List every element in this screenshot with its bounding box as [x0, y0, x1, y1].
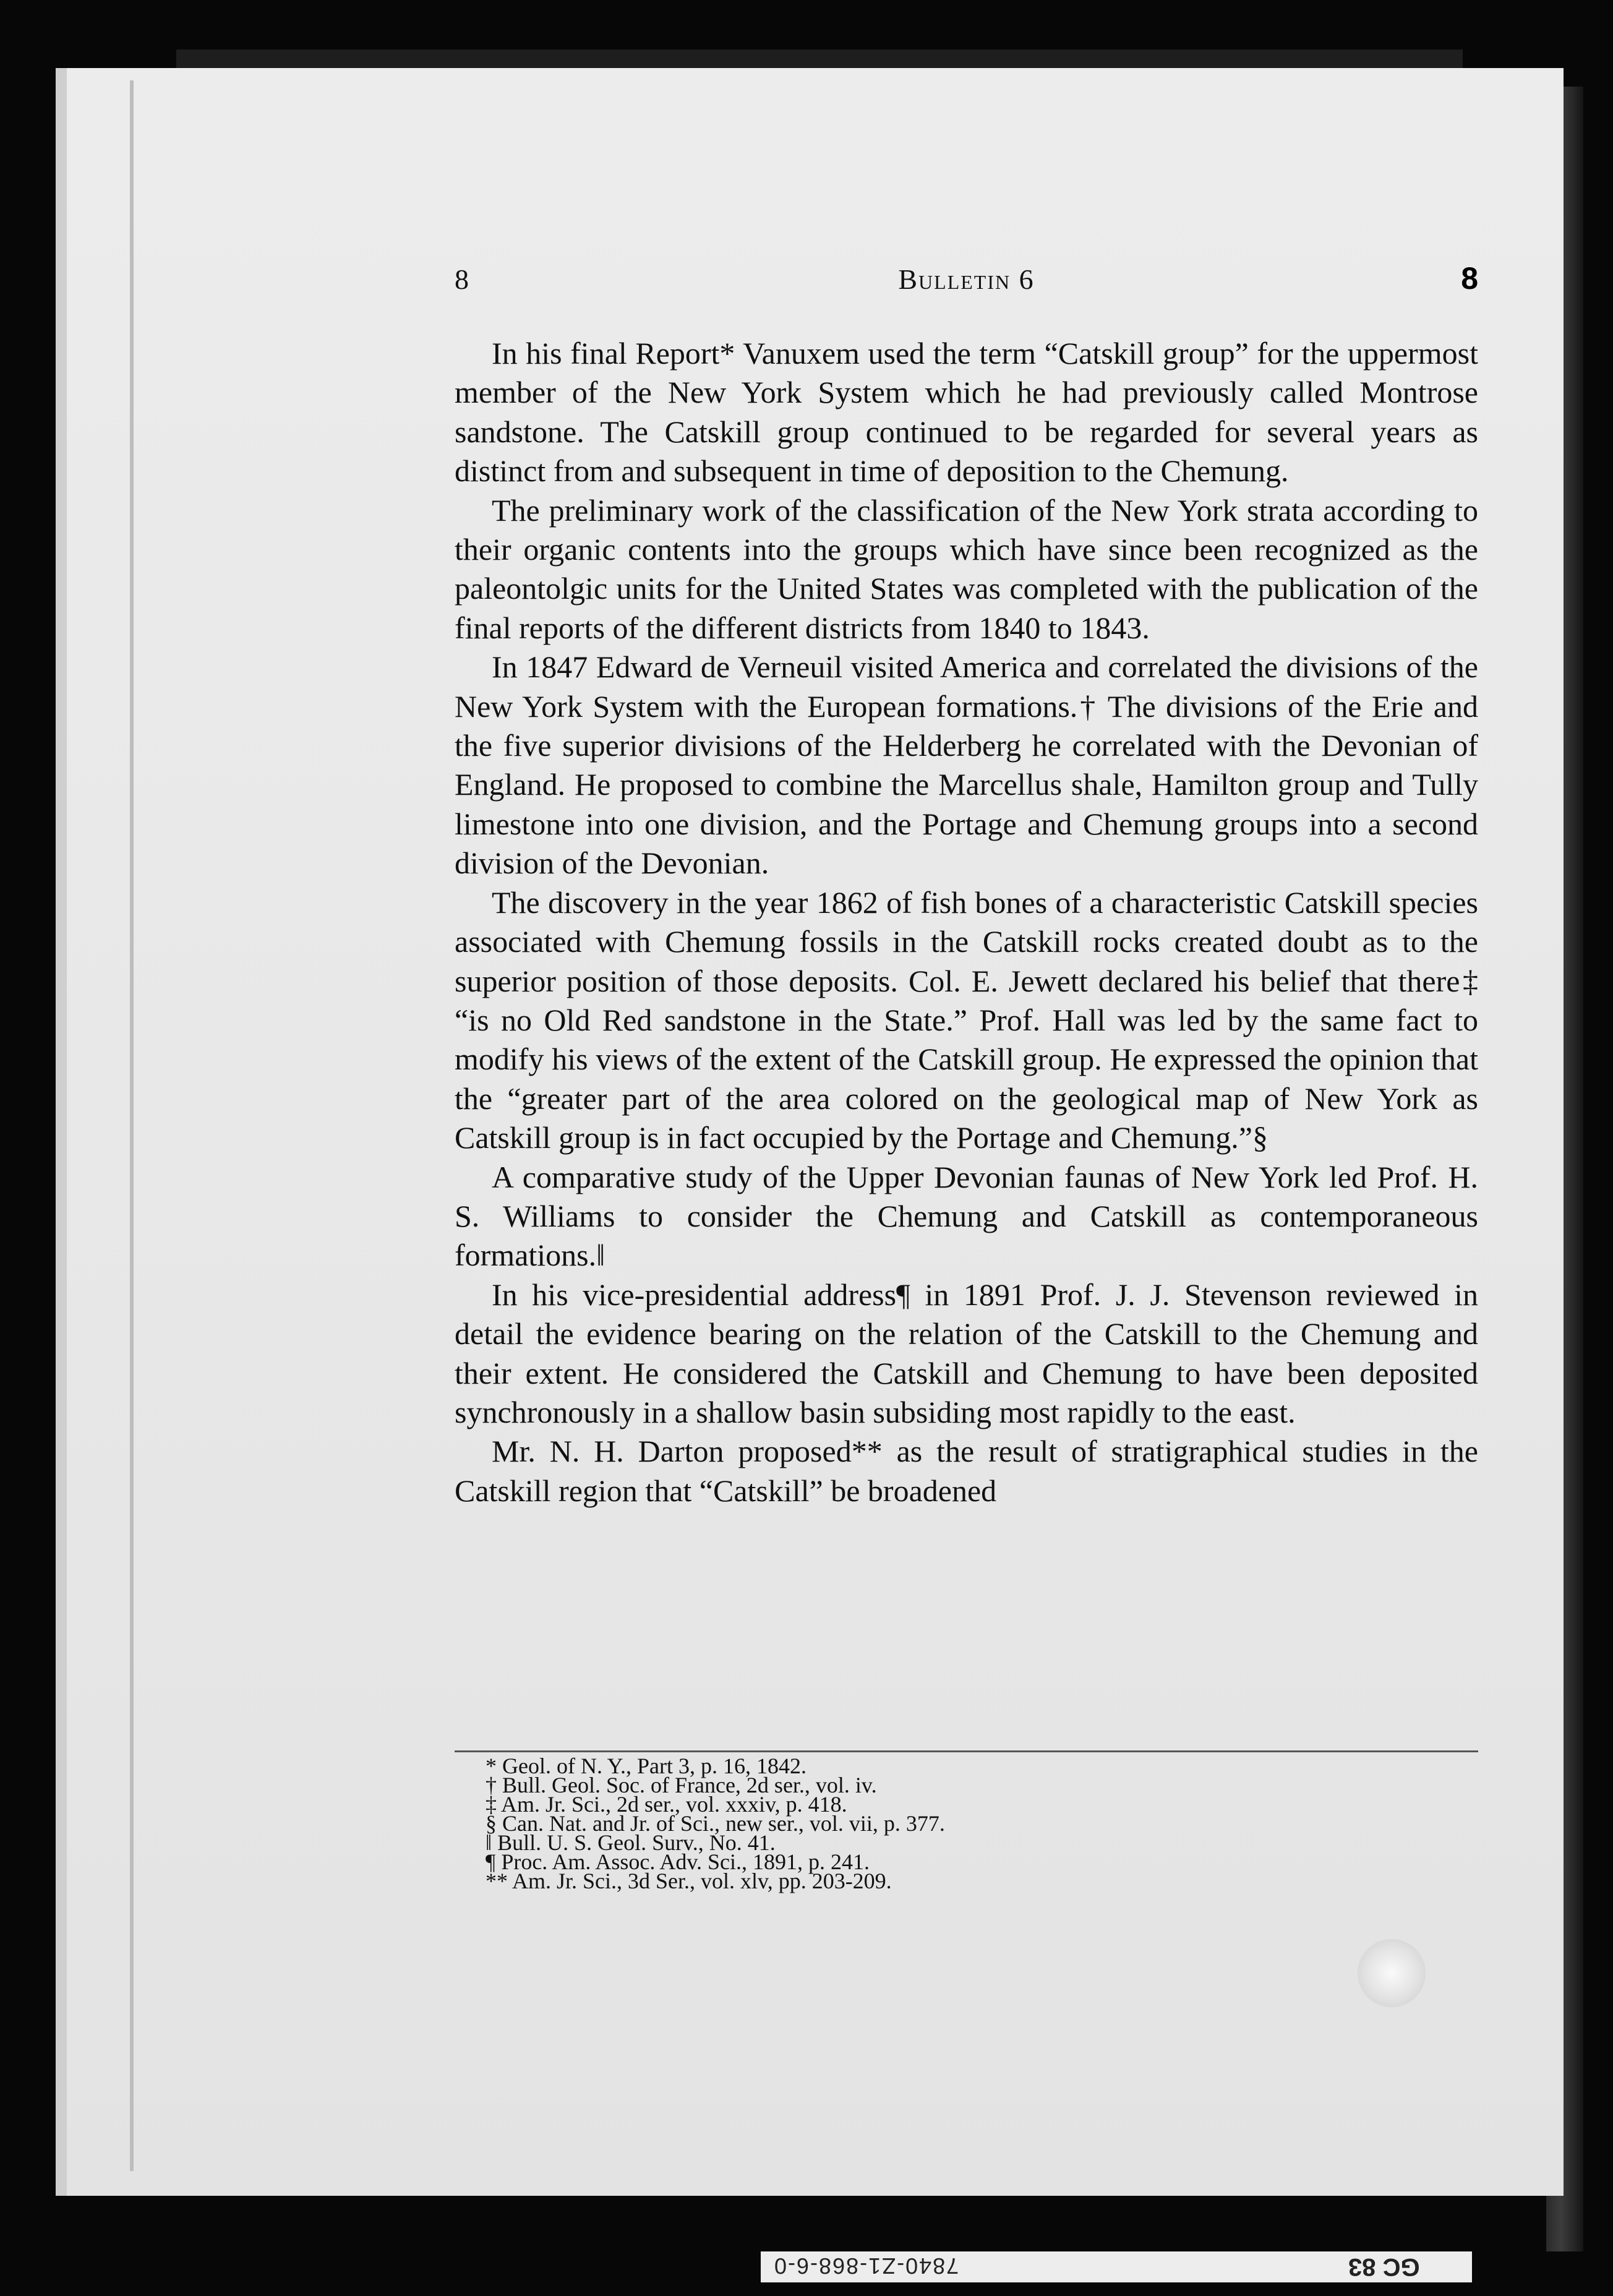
footnote: ‡ Am. Jr. Sci., 2d ser., vol. xxxiv, p. 418. — [486, 1792, 847, 1817]
footnote: § Can. Nat. and Jr. of Sci., new ser., vol. vii, p. 377. — [486, 1811, 945, 1836]
paragraph: The preliminary work of the classification of the New York strata according to their organic contents into the groups which have since been recognized as the paleontolgic units for the United States was completed with the publication of the final reports of the different districts from 1840 to 1843. — [455, 492, 1478, 645]
page-number-right: 8 — [1461, 261, 1478, 296]
paragraph: In 1847 Edward de Verneuil visited America and correlated the divisions of the New York System with the European formations.† The divisions of the Erie and the five superior divisions of the Helderberg he correlated with the Devonian of England. He proposed to combine the Marcellus shale, Hamilton group and Tully limestone into one division, and the Portage and Chemung groups into a second division of the Devonian. — [455, 649, 1478, 881]
paragraph: In his final Report* Vanuxem used the term “Catskill group” for the uppermost member of the New York System which he had previously called Montrose sandstone. The Catskill group continued to be regarded for several years as distinct from and subsequent in time of deposition to the Chemung. — [455, 336, 1478, 489]
footnote: ¶ Proc. Am. Assoc. Adv. Sci., 1891, p. 241. — [486, 1849, 870, 1874]
page-binding-line — [130, 80, 134, 2171]
paragraph: Mr. N. H. Darton proposed** as the result of stratigraphical studies in the Catskill region that “Catskill” be broadened — [455, 1434, 1478, 1508]
running-header — [455, 263, 1478, 306]
reel-reference: 7840-Z1-868-6-0 — [773, 2253, 959, 2279]
footnote: ** Am. Jr. Sci., 3d Ser., vol. xlv, pp. 203-209. — [486, 1869, 892, 1893]
footnote-rule — [455, 1750, 1478, 1752]
paragraph: The discovery in the year 1862 of fish bones of a characteristic Catskill species associated with Chemung fossils in the Catskill rocks created doubt as to the superior position of those deposits. Col. E. Jewett declared his belief that there‡ “is no Old Red sandstone in the State.” Prof. Hall was led by the same fact to modify his views of the extent of the Catskill group. He expressed the opinion that the “greater part of the area colored on the geological map of New York as Catskill group is in fact occupied by the Portage and Chemung.”§ — [455, 885, 1478, 1155]
frame-code: GC 83 — [1348, 2253, 1420, 2281]
footnotes — [486, 1754, 1413, 1893]
page-number-left: 8 — [455, 263, 469, 295]
paragraph: A comparative study of the Upper Devonian faunas of New York led Prof. H. S. Williams to consider the Chemung and Catskill as contemporaneous formations.‖ — [455, 1159, 1478, 1273]
body-text — [455, 334, 1478, 1510]
paragraph: In his vice-presidential address¶ in 1891 Prof. J. J. Stevenson reviewed in detail the evidence bearing on the relation of the Catskill to the Chemung and their extent. He considered the Catskill and Chemung to have been deposited synchronously in a shallow basin subsiding most rapidly to the east. — [455, 1277, 1478, 1429]
footnote: † Bull. Geol. Soc. of France, 2d ser., vol. iv. — [486, 1773, 877, 1797]
bulletin-title: Bulletin 6 — [898, 263, 1035, 295]
footnote: * Geol. of N. Y., Part 3, p. 16, 1842. — [486, 1754, 806, 1778]
footnote: ‖ Bull. U. S. Geol. Surv., No. 41. — [486, 1830, 776, 1855]
film-margin-strip — [761, 2251, 1472, 2282]
library-stamp — [1358, 1939, 1426, 2007]
